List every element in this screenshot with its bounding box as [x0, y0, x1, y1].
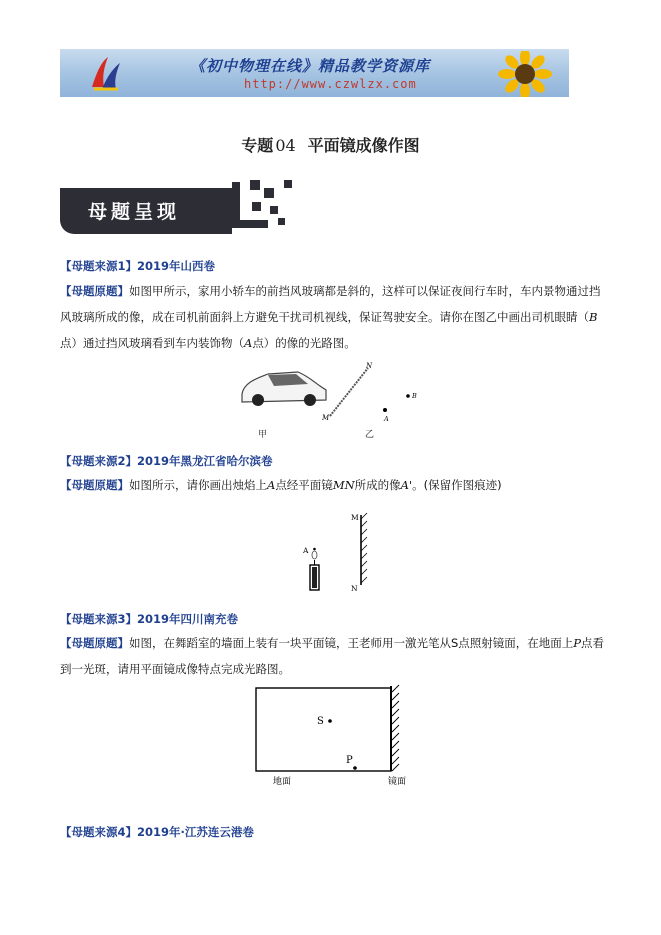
fig2-label-m: M [351, 513, 359, 522]
windshield-line [330, 368, 368, 416]
title-number: 04 [275, 136, 296, 155]
problem-1-a-label: A [244, 336, 253, 350]
fig1-label-jia: 甲 [258, 430, 268, 440]
header-banner [60, 49, 569, 97]
problem-2-label: 【母题原题】 [60, 478, 129, 492]
problem-1-body-2: 点）通过挡风玻璃看到车内装饰物（ [60, 336, 244, 350]
point-b [406, 394, 410, 398]
title-text: 平面镜成像作图 [307, 136, 420, 155]
title-prefix: 专题 [241, 136, 274, 155]
section-heading-box [60, 188, 232, 234]
problem-2-a-prime-label: A' [400, 478, 413, 492]
problem-1-body-3: 点）的像的光路图。 [252, 336, 356, 350]
problem-2-text [60, 472, 605, 498]
problem-4-source: 【母题来源4】2019年·江苏连云港卷 [60, 825, 254, 839]
problem-3-text [60, 630, 605, 682]
figure-candle-mirror [296, 505, 386, 600]
figure-car-windshield [238, 360, 438, 440]
problem-2-body-3: 所成的像 [354, 478, 401, 492]
candle-icon [310, 551, 319, 590]
car-icon [242, 372, 326, 406]
problem-3-source: 【母题来源3】2019年四川南充卷 [60, 612, 239, 626]
fig3-label-s: S [317, 716, 324, 727]
problem-3-label: 【母题原题】 [60, 636, 129, 650]
problem-1-b-label: B [589, 310, 598, 324]
problem-2-body-4: 。(保留作图痕迹) [412, 478, 502, 492]
problem-1-label: 【母题原题】 [60, 284, 129, 298]
fig1-label-a: A [384, 415, 389, 423]
banner-slogan: 《初中物理在线》精品教学资源库 [190, 57, 431, 75]
point-s [328, 719, 332, 723]
problem-2-a-label: A [267, 478, 276, 492]
fig1-label-yi: 乙 [365, 430, 375, 440]
problem-1-source: 【母题来源1】2019年山西卷 [60, 259, 216, 273]
problem-2-body-2: 点经平面镜 [275, 478, 333, 492]
sunflower-icon [495, 51, 555, 97]
banner-url: http://www.czwlzx.com [244, 77, 417, 91]
problem-2-mn-label: MN [332, 478, 355, 492]
problem-1-text [60, 278, 605, 356]
fig1-label-m: M [322, 414, 330, 422]
fig1-label-b: B [412, 392, 417, 400]
fig2-label-a: A [303, 546, 309, 555]
problem-3-body-2: 点看到一光斑，请用平面镜成像特点完成光路图。 [60, 636, 605, 676]
fig3-label-mirror: 镜面 [388, 777, 407, 787]
problem-3-p-label: P [573, 636, 582, 650]
point-a [383, 408, 387, 412]
fig1-label-n: N [366, 362, 373, 370]
page-title [0, 133, 661, 156]
fig3-label-p: P [346, 755, 353, 766]
problem-2-body: 如图所示，请你画出烛焰上 [129, 478, 267, 492]
figure-dance-room [248, 684, 418, 790]
problem-3-body: 如图，在舞蹈室的墙面上装有一块平面镜，王老师用一激光笔从S点照射镜面，在地面上 [129, 636, 574, 650]
decorative-squares-icon [230, 176, 300, 236]
fig3-label-floor: 地面 [273, 777, 292, 787]
site-logo-icon [88, 53, 124, 93]
problem-1-body: 如图甲所示，家用小轿车的前挡风玻璃都是斜的，这样可以保证夜间行车时，车内景物通过挡风玻璃所成的像，成在司机前面斜上方避免干扰司机视线，保证驾驶安全。请你在图乙中画出司机眼睛（ [60, 284, 601, 324]
point-p [353, 766, 357, 770]
problem-2-source: 【母题来源2】2019年黑龙江省哈尔滨卷 [60, 454, 273, 468]
section-heading: 母题呈现 [88, 201, 181, 223]
room-outline [256, 688, 391, 771]
fig2-label-n: N [351, 584, 358, 593]
point-a-flame [313, 548, 316, 551]
